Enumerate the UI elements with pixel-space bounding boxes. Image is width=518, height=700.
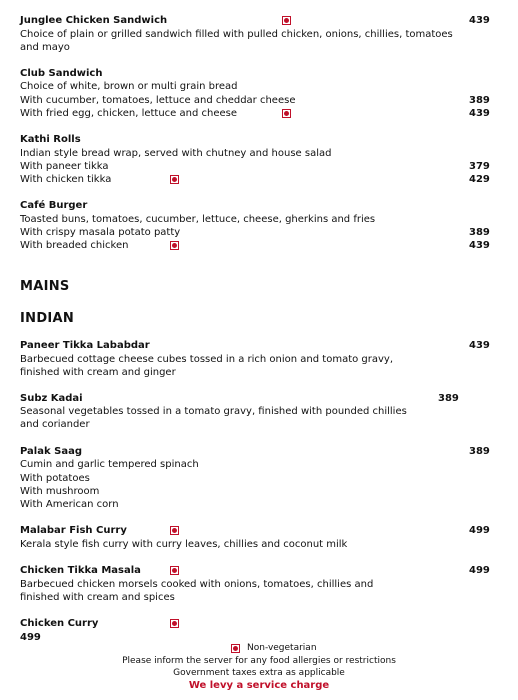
item-name: Junglee Chicken Sandwich — [20, 15, 168, 26]
item-option: With chicken tikka — [20, 174, 112, 185]
item-description: and mayo — [20, 42, 70, 53]
nonveg-icon — [170, 619, 179, 628]
item-price: 389 — [469, 446, 490, 457]
item-name: Subz Kadai — [20, 393, 83, 404]
item-option: With fried egg, chicken, lettuce and cheese — [20, 108, 238, 119]
item-name: Paneer Tikka Lababdar — [20, 340, 150, 351]
item-name: Malabar Fish Curry — [20, 525, 127, 536]
item-option: With breaded chicken — [20, 240, 129, 251]
item-price: 439 — [469, 240, 490, 251]
item-description: Choice of plain or grilled sandwich filled with pulled chicken, onions, chillies, tomatoes — [20, 29, 453, 40]
item-name: Club Sandwich — [20, 68, 103, 79]
nonveg-icon — [282, 109, 291, 118]
item-price: 389 — [469, 227, 490, 238]
item-name: Palak Saag — [20, 446, 82, 457]
item-price: 389 — [438, 393, 459, 404]
item-description: Kerala style fish curry with curry leaves, chillies and coconut milk — [20, 539, 348, 550]
section-heading-indian: INDIAN — [20, 311, 75, 326]
item-price: 389 — [469, 95, 490, 106]
section-heading-mains: MAINS — [20, 279, 70, 294]
item-option: With American corn — [20, 499, 119, 510]
footer-tax-note: Government taxes extra as applicable — [173, 668, 345, 678]
item-option: With potatoes — [20, 473, 90, 484]
item-name: Chicken Curry — [20, 618, 99, 629]
item-price: 429 — [469, 174, 490, 185]
item-name: Kathi Rolls — [20, 134, 81, 145]
nonveg-icon — [170, 526, 179, 535]
item-description: Barbecued cottage cheese cubes tossed in a rich onion and tomato gravy, — [20, 354, 394, 365]
item-description: Barbecued chicken morsels cooked with onions, tomatoes, chillies and — [20, 579, 374, 590]
item-name: Café Burger — [20, 200, 88, 211]
item-description: Seasonal vegetables tossed in a tomato gravy, finished with pounded chillies — [20, 406, 407, 417]
item-price: 499 — [469, 525, 490, 536]
footer-allergy-note: Please inform the server for any food allergies or restrictions — [122, 656, 396, 666]
item-price: 439 — [469, 15, 490, 26]
item-price: 499 — [20, 632, 41, 643]
item-price: 439 — [469, 340, 490, 351]
nonveg-legend-icon — [231, 644, 240, 653]
item-option: With paneer tikka — [20, 161, 109, 172]
item-price: 379 — [469, 161, 490, 172]
item-price: 499 — [469, 565, 490, 576]
item-option: With mushroom — [20, 486, 100, 497]
nonveg-icon — [170, 241, 179, 250]
item-description: Indian style bread wrap, served with chutney and house salad — [20, 148, 332, 159]
item-price: 439 — [469, 108, 490, 119]
nonveg-icon — [170, 566, 179, 575]
item-option: With crispy masala potato patty — [20, 227, 181, 238]
item-description: finished with cream and ginger — [20, 367, 176, 378]
legend-label: Non-vegetarian — [247, 643, 317, 653]
item-option: With cucumber, tomatoes, lettuce and cheddar cheese — [20, 95, 296, 106]
item-description: finished with cream and spices — [20, 592, 175, 603]
nonveg-icon — [170, 175, 179, 184]
item-description: Toasted buns, tomatoes, cucumber, lettuce, cheese, gherkins and fries — [20, 214, 376, 225]
item-description: Choice of white, brown or multi grain bread — [20, 81, 238, 92]
item-name: Chicken Tikka Masala — [20, 565, 141, 576]
item-description: Cumin and garlic tempered spinach — [20, 459, 199, 470]
footer-service-charge-note: We levy a service charge — [188, 680, 330, 691]
nonveg-icon — [282, 16, 291, 25]
item-description: and coriander — [20, 419, 90, 430]
